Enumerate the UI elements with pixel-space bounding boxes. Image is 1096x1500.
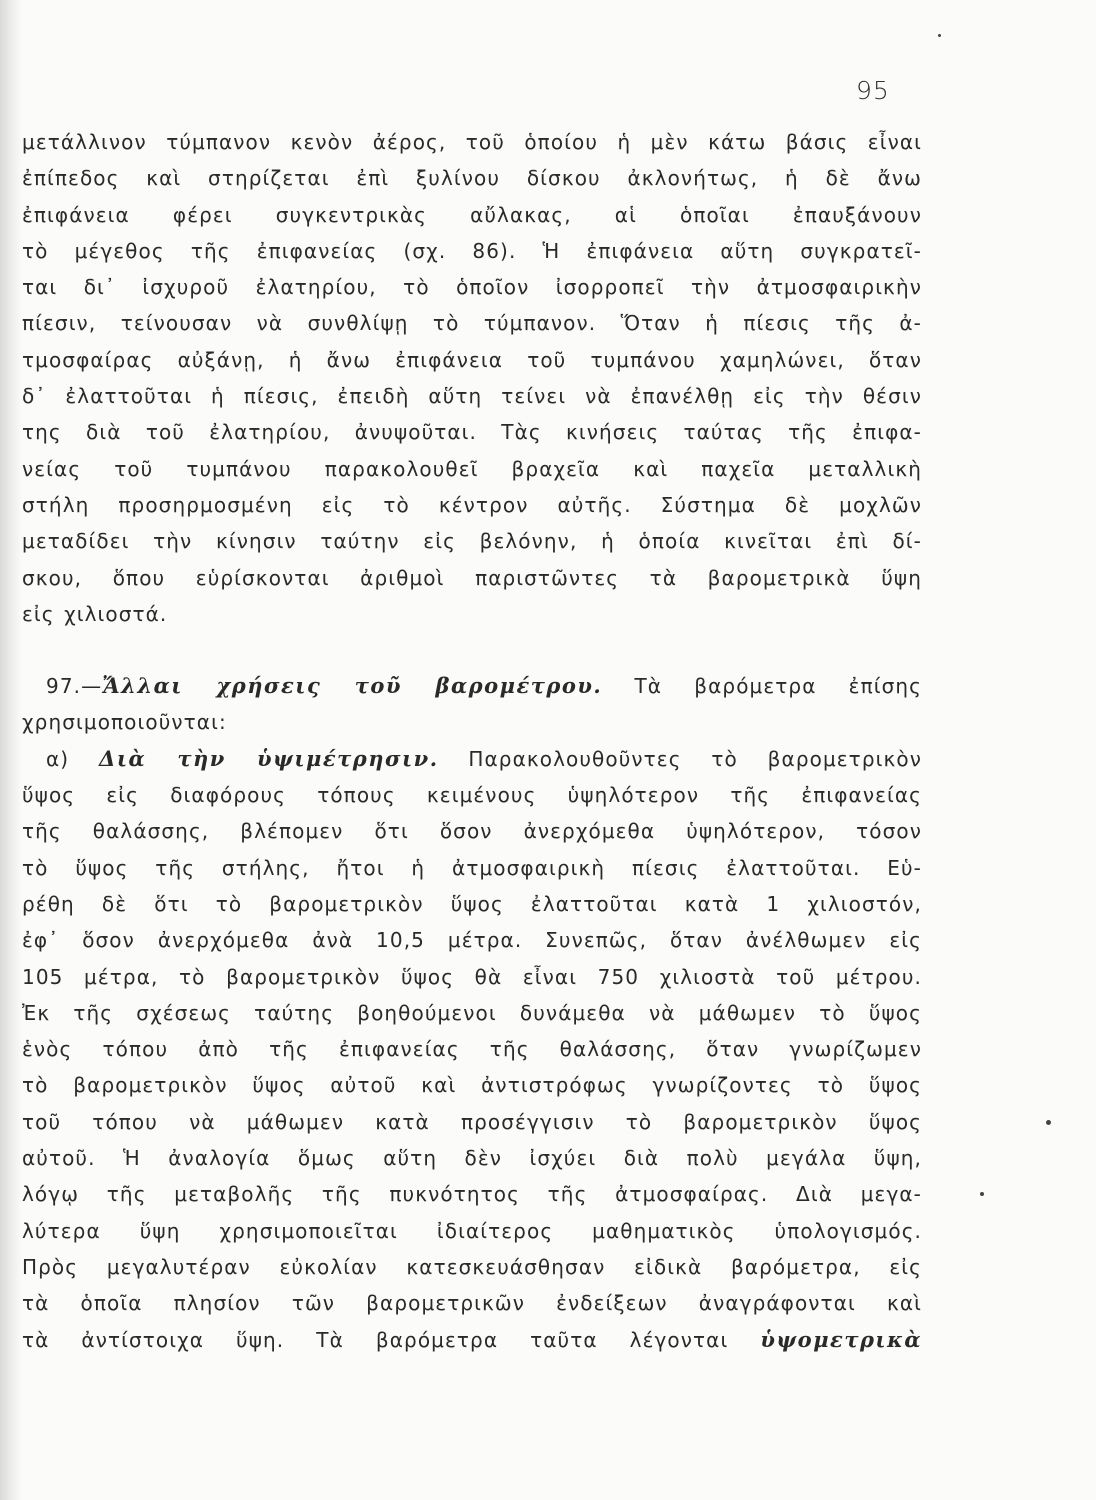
text-line: ρέθη δὲ ὅτι τὸ βαρομετρικὸν ὕψος ἐλαττοῦται κατὰ 1 χιλιοστόν,	[22, 891, 922, 916]
section-intro-text: Τὰ βαρόμετρα ἐπίσης	[634, 674, 922, 699]
text-line: μεταδίδει τὴν κίνησιν ταύτην εἰς βελόνην, ἡ ὁποία κινεῖται ἐπὶ δί-	[22, 529, 922, 554]
text-line: ἑνὸς τόπου ἀπὸ τῆς ἐπιφανείας τῆς θαλάσσης, ὅταν γνωρίζωμεν	[22, 1037, 922, 1062]
text-line: τοῦ τόπου νὰ μάθωμεν κατὰ προσέγγισιν τὸ βαρομετρικὸν ὕψος	[22, 1109, 922, 1134]
text-line: 105 μέτρα, τὸ βαρομετρικὸν ὕψος θὰ εἶναι 750 χιλιοστὰ τοῦ μέτρου.	[22, 964, 922, 989]
ink-speck	[980, 1192, 984, 1196]
final-line-text: τὰ ἀντίστοιχα ὕψη. Τὰ βαρόμετρα ταῦτα λέγονται	[22, 1327, 729, 1352]
text-line: Ἐκ τῆς σχέσεως ταύτης βοηθούμενοι δυνάμεθα νὰ μάθωμεν τὸ ὕψος	[22, 1000, 922, 1025]
text-line: αὐτοῦ. Ἡ ἀναλογία ὅμως αὕτη δὲν ἰσχύει διὰ πολὺ μεγάλα ὕψη,	[22, 1146, 922, 1171]
page-number: 95	[856, 76, 890, 105]
text-line: τὸ μέγεθος τῆς ἐπιφανείας (σχ. 86). Ἡ ἐπιφάνεια αὕτη συγκρατεῖ-	[22, 238, 922, 263]
text-line: δ᾽ ἐλαττοῦται ἡ πίεσις, ἐπειδὴ αὕτη τείνει νὰ ἐπανέλθῃ εἰς τὴν θέσιν	[22, 384, 922, 409]
item-a-heading-line	[22, 741, 922, 777]
text-line: τὸ ὕψος τῆς στήλης, ἤτοι ἡ ἀτμοσφαιρικὴ πίεσις ἐλαττοῦται. Εὑ-	[22, 855, 922, 880]
text-line: ται δι᾽ ἰσχυροῦ ἐλατηρίου, τὸ ὁποῖον ἰσορροπεῖ τὴν ἀτμοσφαιρικὴν	[22, 275, 922, 300]
section-number: 97.—	[46, 674, 103, 699]
text-line: στήλη προσηρμοσμένη εἰς τὸ κέντρον αὐτῆς. Σύστημα δὲ μοχλῶν	[22, 492, 922, 517]
body-text	[22, 124, 922, 1358]
section-title: Ἄλλαι χρήσεις τοῦ βαρομέτρου.	[102, 673, 603, 699]
binding-gutter-shadow	[0, 0, 22, 1500]
term-hypsometric: ὑψομετρικὰ	[760, 1326, 922, 1352]
text-line: ὕψος εἰς διαφόρους τόπους κειμένους ὑψηλότερον τῆς ἐπιφανείας	[22, 783, 922, 808]
text-line: ἐπίπεδος καὶ στηρίζεται ἐπὶ ξυλίνου δίσκου ἀκλονήτως, ἡ δὲ ἄνω	[22, 166, 922, 191]
item-title: Διὰ τὴν ὑψιμέτρησιν.	[99, 745, 439, 771]
text-line: μετάλλινον τύμπανον κενὸν ἀέρος, τοῦ ὁποίου ἡ μὲν κάτω βάσις εἶναι	[22, 130, 922, 154]
text-line: της διὰ τοῦ ἐλατηρίου, ἀνυψοῦται. Τὰς κινήσεις ταύτας τῆς ἐπιφα-	[22, 420, 922, 445]
text-line: εἰς χιλιοστά.	[22, 601, 168, 626]
paragraph-gap	[22, 632, 922, 668]
section-97	[22, 668, 922, 1358]
text-line: Πρὸς μεγαλυτέραν εὐκολίαν κατεσκευάσθησαν εἰδικὰ βαρόμετρα, εἰς	[22, 1254, 922, 1279]
text-line: τμοσφαίρας αὐξάνῃ, ἡ ἄνω ἐπιφάνεια τοῦ τυμπάνου χαμηλώνει, ὅταν	[22, 347, 922, 372]
text-line: σκου, ὅπου εὑρίσκονται ἀριθμοὶ παριστῶντες τὰ βαρομετρικὰ ὕψη	[22, 565, 922, 590]
text-line: λύτερα ὕψη χρησιμοποιεῖται ἰδιαίτερος μαθηματικὸς ὑπολογισμός.	[22, 1218, 922, 1243]
text-line: νείας τοῦ τυμπάνου παρακολουθεῖ βραχεῖα καὶ παχεῖα μεταλλικὴ	[22, 456, 922, 481]
item-intro-text: Παρακολουθοῦντες τὸ βαρομετρικὸν	[468, 746, 922, 771]
text-line: τὸ βαρομετρικὸν ὕψος αὐτοῦ καὶ ἀντιστρόφως γνωρίζοντες τὸ ὕψος	[22, 1073, 922, 1098]
text-line: ἐφ᾽ ὅσον ἀνερχόμεθα ἀνὰ 10,5 μέτρα. Συνεπῶς, ὅταν ἀνέλθωμεν εἰς	[22, 928, 922, 953]
final-text-line	[22, 1322, 922, 1358]
ink-speck	[1046, 1120, 1051, 1125]
item-marker: α)	[46, 746, 70, 771]
paragraph-barometer-description	[22, 124, 922, 632]
ink-speck	[938, 34, 941, 37]
text-line: πίεσιν, τείνουσαν νὰ συνθλίψῃ τὸ τύμπανον. Ὅταν ἡ πίεσις τῆς ἀ-	[22, 311, 922, 336]
text-line: λόγῳ τῆς μεταβολῆς τῆς πυκνότητος τῆς ἀτμοσφαίρας. Διὰ μεγα-	[22, 1182, 922, 1207]
section-heading-line	[22, 668, 922, 704]
text-line: χρησιμοποιοῦνται:	[22, 710, 227, 735]
text-line: τῆς θαλάσσης, βλέπομεν ὅτι ὅσον ἀνερχόμεθα ὑψηλότερον, τόσον	[22, 819, 922, 844]
text-line: ἐπιφάνεια φέρει συγκεντρικὰς αὔλακας, αἱ ὁποῖαι ἐπαυξάνουν	[22, 202, 922, 227]
text-line: τὰ ὁποῖα πλησίον τῶν βαρομετρικῶν ἐνδείξεων ἀναγράφονται καὶ	[22, 1291, 922, 1316]
